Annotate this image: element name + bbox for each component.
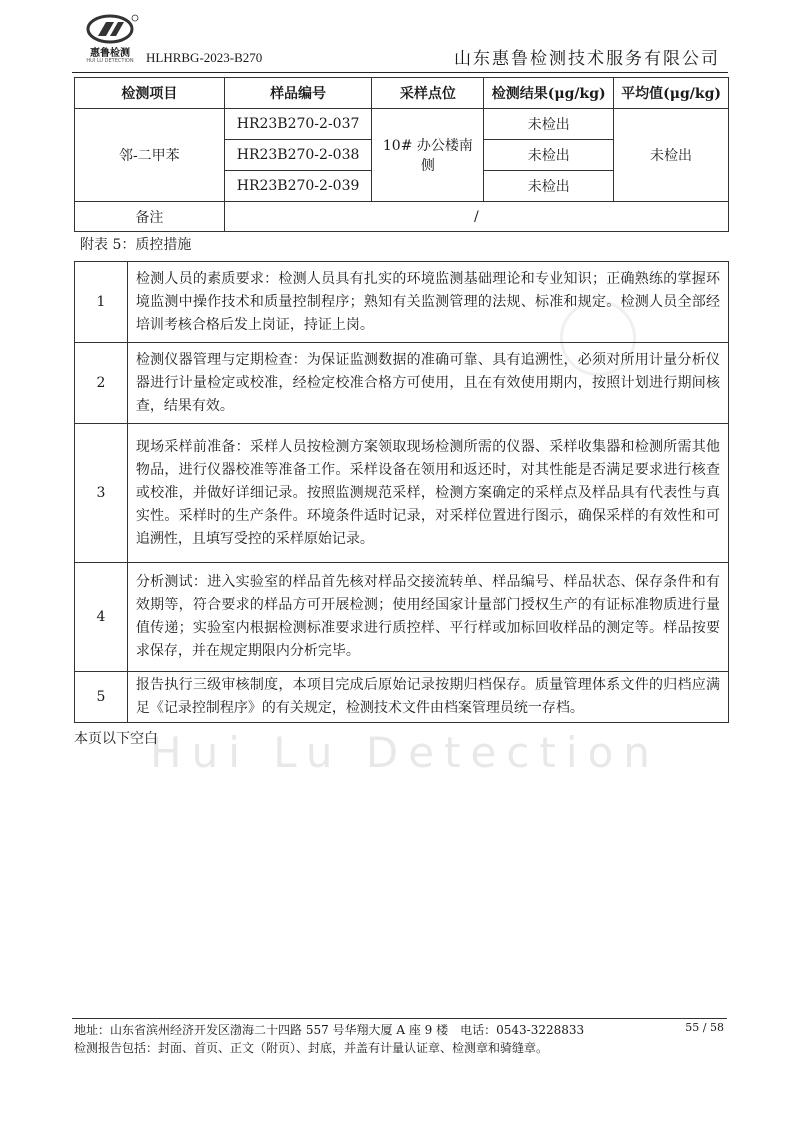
remark-row [75,202,729,232]
sample-result: 未检出 [484,140,614,171]
qc-text: 报告执行三级审核制度，本项目完成后原始记录按期归档保存。质量管理体系文件的归档应满足《记录控制程序》的有关规定，检测技术文件由档案管理员统一存档。 [127,672,728,723]
sample-id: HR23B270-2-037 [224,109,372,140]
qc-measures-table [74,261,729,723]
qc-number: 2 [75,343,128,424]
qc-row [75,262,729,343]
qc-row [75,424,729,563]
qc-number: 5 [75,672,128,723]
qc-text: 现场采样前准备：采样人员按检测方案领取现场检测所需的仪器、采样收集器和检测所需其他物品，进行仪器校准等准备工作。采样设备在领用和返还时，对其性能是否满足要求进行核查或校准，并做好详细记录。按照监测规范采样，检测方案确定的采样点及样品具有代表性与真实性。采样时的生产条件。环境条件适时记录，对采样位置进行图示，确保采样的有效性和可追溯性，且填写受控的采样原始记录。 [127,424,728,563]
table-row [75,109,729,140]
qc-text: 分析测试：进入实验室的样品首先核对样品交接流转单、样品编号、样品状态、保存条件和有效期等，符合要求的样品方可开展检测；使用经国家计量部门授权生产的有证标准物质进行量值传递；实验室内根据检测标准要求进行质控样、平行样或加标回收样品的测定等。样品按要求保存，并在规定期限内分析完毕。 [127,563,728,672]
header-average: 平均值(μg/kg) [614,78,729,109]
footer-includes: 检测报告包括：封面、首页、正文（附页）、封底，并盖有计量认证章、检测章和骑缝章。 [74,1041,549,1055]
qc-number: 1 [75,262,128,343]
qc-number: 4 [75,563,128,672]
qc-row [75,672,729,723]
test-item: 邻-二甲苯 [75,109,225,202]
sample-result: 未检出 [484,171,614,202]
results-header-row [75,78,729,109]
header-item: 检测项目 [75,78,225,109]
logo-subtitle: HUI LU DETECTION [86,58,134,64]
header-divider [72,72,728,73]
sample-result: 未检出 [484,109,614,140]
watermark-text: Hui Lu Detection [150,728,660,777]
sampling-location: 10# 办公楼南侧 [372,109,484,202]
qc-row [75,343,729,424]
qc-number: 3 [75,424,128,563]
logo-emblem-icon [80,14,140,44]
average-value: 未检出 [614,109,729,202]
remark-label: 备注 [75,202,225,232]
header-result: 检测结果(μg/kg) [484,78,614,109]
sample-id: HR23B270-2-038 [224,140,372,171]
report-number: HLHRBG-2023-B270 [146,50,263,65]
company-name: 山东惠鲁检测技术服务有限公司 [454,49,720,69]
header-sample-id: 样品编号 [224,78,372,109]
page-number: 55 / 58 [685,1021,724,1034]
footer-address: 地址：山东省滨州经济开发区渤海二十四路 557 号华翔大厦 A 座 9 楼 电话：0543-3228833 [74,1023,585,1037]
qc-row [75,563,729,672]
results-table [74,77,729,232]
blank-below-note: 本页以下空白 [74,731,158,747]
footer-divider [72,1018,727,1019]
qc-text: 检测人员的素质要求：检测人员具有扎实的环境监测基础理论和专业知识；正确熟练的掌握环境监测中操作技术和质量控制程序；熟知有关监测管理的法规、标准和规定。检测人员全部经培训考核合格后发上岗证，持证上岗。 [127,262,728,343]
remark-value: / [224,202,728,232]
logo-name: 惠鲁检测 [90,48,130,59]
appendix-title: 附表 5：质控措施 [80,237,192,253]
company-logo [80,14,140,66]
qc-text: 检测仪器管理与定期检查：为保证监测数据的准确可靠、具有追溯性，必须对所用计量分析仪器进行计量检定或校准，经检定校准合格方可使用，且在有效使用期内，按照计划进行期间核查，结果有效。 [127,343,728,424]
sample-id: HR23B270-2-039 [224,171,372,202]
header-location: 采样点位 [372,78,484,109]
